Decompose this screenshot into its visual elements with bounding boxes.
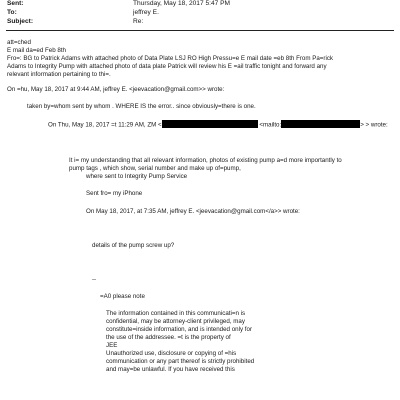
body-line: taken by=whom sent by whom . WHERE IS the error.. since obviously=there is one. <box>27 103 256 110</box>
disclaimer-line: constitute=inside information, and is intended only for <box>106 326 253 333</box>
body-line: E mail da=ed Feb 8th <box>7 47 66 54</box>
to-row <box>7 9 387 18</box>
signature: Sent fro= my iPhone <box>86 190 143 197</box>
disclaimer-line: The information contained in this communicati=n is <box>106 310 246 317</box>
body-line: Adams to Integrity Pump with attached photo of data plate Patrick will review his E =ail traffic tonight and forward any <box>7 63 327 70</box>
sent-value: Thursday, May 18, 2017 5:47 PM <box>133 0 231 7</box>
subject-label: Subject: <box>7 18 34 25</box>
to-label: To: <box>7 9 17 16</box>
to-value: jeffrey E. <box>133 9 159 16</box>
disclaimer-line: the use of the addressee. =t is the property of <box>106 334 231 341</box>
body-line: Fro=: BG to Patrick Adams with attached photo of Data Plate LSJ RO High Pressu=e E mail date =eb 8th From Pa=rick <box>7 55 334 62</box>
sent-label: Sent: <box>7 0 24 7</box>
body-line: where sent to Integrity Pump Service <box>86 173 188 180</box>
redaction-bar <box>162 120 258 128</box>
body-line: =A0 please note <box>100 293 145 300</box>
body-line: att=ched <box>7 39 31 46</box>
body-line: details of the pump screw up? <box>92 242 175 249</box>
body-line: pump tags , which show, serial number and make up of=pump, <box>69 165 241 172</box>
subject-value: Re: <box>133 18 144 25</box>
body-line: relevant information pertaining to thi=. <box>7 71 111 78</box>
sent-row <box>7 0 387 9</box>
subject-row <box>7 18 387 27</box>
quote-header: On May 18, 2017, at 7:35 AM, jeffrey E. <jeevacation@gmail.com</a>> wrote: <box>86 208 300 215</box>
disclaimer-line: JEE <box>106 342 118 349</box>
quote-header-part: On Thu, May 18, 2017 =t 11:29 AM, ZM < <box>48 121 162 129</box>
quote-header-part: > > wrote: <box>360 121 388 129</box>
disclaimer-line: confidential, may be attorney-client privileged, may <box>106 318 245 325</box>
quote-header: On =hu, May 18, 2017 at 9:44 AM, jeffrey E. <jeevacation@gmail.com>> wrote: <box>7 86 225 93</box>
body-line: -- <box>92 276 97 283</box>
quote-header-part: <mailto: <box>259 121 282 129</box>
quote-header <box>48 120 388 129</box>
disclaimer-line: and may=be unlawful. If you have received this <box>106 366 235 373</box>
header-divider <box>6 30 394 31</box>
disclaimer-line: communication or any part thereof is strictly prohibited <box>106 358 255 365</box>
body-line: It i= my understanding that all relevant information, photos of existing pump a=d more importantly to <box>69 157 342 164</box>
redaction-bar <box>281 120 360 128</box>
disclaimer-line: Unauthorized use, disclosure or copying of =his <box>106 350 237 357</box>
